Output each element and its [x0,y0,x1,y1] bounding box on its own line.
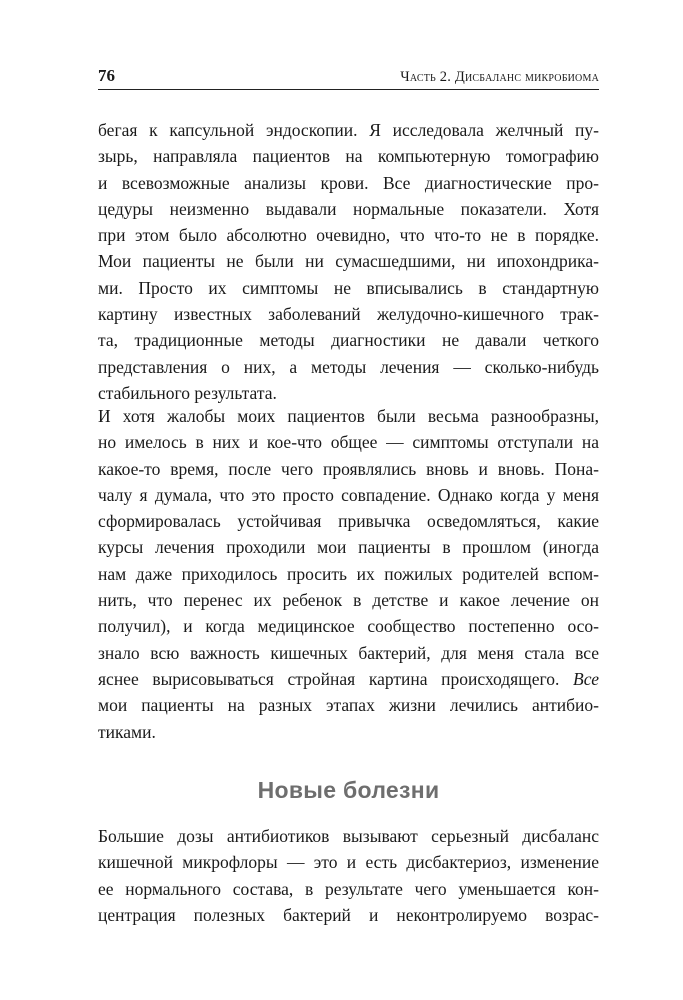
text-line: какое-то время, после чего проявлялись вновь и вновь. Пона- [98,458,599,479]
text-line: тиками. [98,721,156,742]
text-line: и всевозможные анализы крови. Все диагностические про- [98,172,599,193]
text-line: представления о них, а методы лечения — сколько-нибудь [98,356,599,377]
text-line: Большие дозы антибиотиков вызывают серьезный дисбаланс [98,826,599,846]
page-number: 76 [98,66,115,85]
emphasis-text: Все [573,668,600,689]
text-line: чалу я думала, что это просто совпадение. Однако когда у меня [98,484,599,505]
text-line: но имелось в них и кое-что общее — симптомы отступали на [98,432,599,453]
text-line: зырь, направляла пациентов на компьютерную томографию [98,146,599,167]
text-line-with-emphasis [98,666,599,692]
text-line: та, традиционные методы диагностики не давали четкого [98,330,599,351]
paragraph-2 [98,403,599,745]
text-line: цедуры неизменно выдавали нормальные показатели. Хотя [98,198,599,219]
paragraph-1 [98,117,599,406]
page-header [98,66,599,90]
running-head: Часть 2. Дисбаланс микробиома [400,69,599,85]
text-line: И хотя жалобы моих пациентов были весьма разнообразны, [98,406,599,426]
text-line: нить, что перенес их ребенок в детстве и какое лечение он [98,590,599,611]
text-line: стабильного результата. [98,382,277,403]
text-line: картину известных заболеваний желудочно-кишечного трак- [98,304,599,325]
text-line: бегая к капсульной эндоскопии. Я исследовала желчный пу- [98,120,599,140]
text-fragment: яснее вырисовываться стройная картина происходящего. [98,668,560,689]
paragraph-3 [98,823,599,928]
section-heading: Новые болезни [257,777,440,803]
text-line: при этом было абсолютно очевидно, что что-то не в порядке. [98,225,599,246]
text-line: кишечной микрофлоры — это и есть дисбактериоз, изменение [98,852,599,873]
text-line: мои пациенты на разных этапах жизни лечились антибио- [98,695,599,716]
text-line: курсы лечения проходили мои пациенты в прошлом (иногда [98,537,599,558]
header-rule [98,89,599,90]
text-line: нам даже приходилось просить их пожилых родителей вспом- [98,563,599,584]
text-line: ее нормального состава, в результате чего уменьшается кон- [98,878,599,899]
text-line: получил), и когда медицинское сообщество постепенно осо- [98,616,599,637]
text-line: сформировалась устойчивая привычка осведомляться, какие [98,511,599,532]
text-line: знало всю важность кишечных бактерий, для меня стала все [98,642,599,663]
text-line: ми. Просто их симптомы не вписывались в стандартную [98,277,599,298]
text-line: центрация полезных бактерий и неконтролируемо возрас- [98,904,599,925]
text-line: Мои пациенты не были ни сумасшедшими, ни ипохондрика- [98,251,599,272]
